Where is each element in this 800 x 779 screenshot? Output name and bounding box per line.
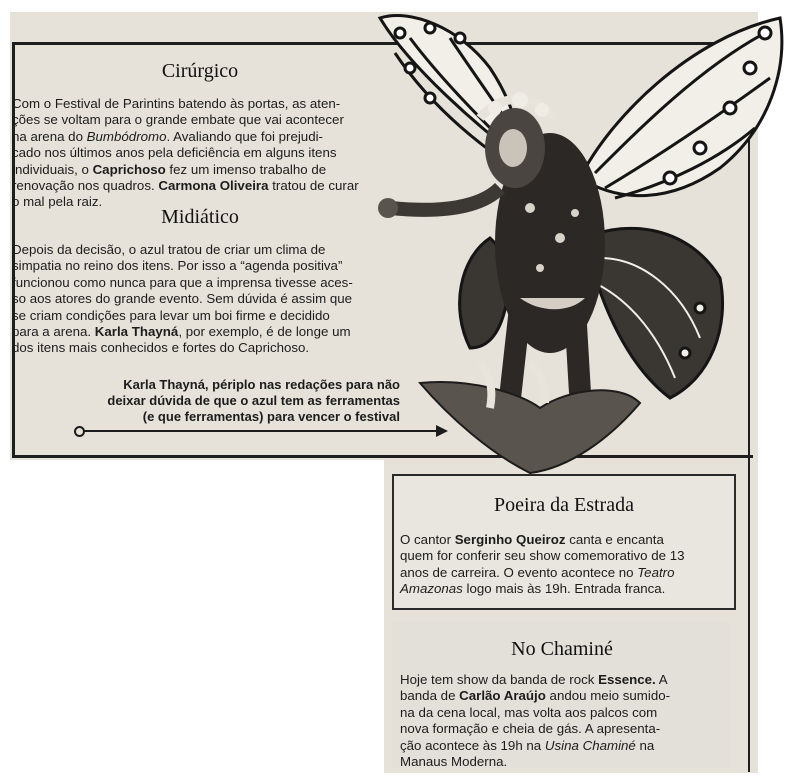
- text-span: andou meio sumido-: [545, 688, 671, 704]
- text-span: canta e encanta: [565, 532, 664, 547]
- text-italic: Teatro: [637, 564, 675, 580]
- text-span: ção acontece às 19h na: [400, 737, 545, 753]
- text-line: cado nos últimos anos pela deficiência em alguns itens: [12, 145, 337, 161]
- right-lower-wing: [585, 228, 723, 398]
- text-line: quem for conferir seu show comemorativo de 13: [400, 548, 685, 564]
- heading-cirurgico: Cirúrgico: [161, 60, 239, 82]
- text-line: se criam condições para levar um boi firme e decidido: [12, 307, 330, 323]
- paragraph-poeira: [400, 532, 730, 598]
- text-line: na da cena local, mas volta aos palcos com: [400, 704, 658, 720]
- text-line: nova formação e cheia de gás. A apresenta-: [400, 721, 661, 737]
- text-bold: Karla Thayná: [94, 324, 179, 340]
- swan-base: [420, 363, 640, 473]
- text-bold: Carmona Oliveira: [158, 178, 269, 194]
- text-line: [400, 565, 730, 581]
- text-line: o mal pela raiz.: [12, 194, 103, 210]
- text-line: [12, 178, 392, 194]
- text-span: O cantor: [400, 532, 455, 547]
- text-span: , por exemplo, é de longe um: [178, 324, 351, 340]
- text-line: [400, 581, 730, 597]
- text-span: A: [655, 672, 668, 687]
- text-line: Manaus Moderna.: [400, 754, 508, 770]
- text-line: [12, 129, 392, 145]
- heading-chamine: No Chaminé: [511, 638, 613, 660]
- butterfly-costume-photo: [370, 8, 790, 478]
- caption-arrow-dot: [74, 426, 85, 437]
- text-line: Com o Festival de Parintins batendo às portas, as aten-: [12, 96, 341, 111]
- caption-line: Karla Thayná, périplo nas redações para não: [123, 377, 400, 392]
- text-span: banda de: [400, 688, 460, 704]
- text-line: dos itens mais conhecidos e fortes do Caprichoso.: [12, 340, 310, 356]
- paragraph-midiatico: [12, 242, 392, 357]
- text-bold: Caprichoso: [92, 161, 166, 177]
- text-line: so aos atores do grande evento. Sem dúvida é assim que: [12, 291, 353, 307]
- text-span: tratou de curar: [268, 178, 359, 194]
- photo-caption: [70, 377, 400, 425]
- text-span: individuais, o: [12, 161, 93, 177]
- text-line: [400, 672, 730, 688]
- text-span: logo mais às 19h. Entrada franca.: [462, 581, 666, 597]
- text-italic: Usina Chaminé: [544, 737, 636, 753]
- heading-midiatico: Midiático: [161, 206, 239, 228]
- text-line: ções se voltam para o grande embate que vai acontecer: [12, 112, 344, 128]
- paragraph-cirurgico: [12, 96, 392, 211]
- heading-poeira: Poeira da Estrada: [494, 494, 634, 516]
- text-line: [12, 162, 392, 178]
- text-span: anos de carreira. O evento acontece no: [400, 564, 638, 580]
- text-span: . Avaliando que foi prejudi-: [166, 128, 323, 144]
- text-line: [400, 532, 730, 548]
- text-span: fez um imenso trabalho de: [165, 161, 327, 177]
- text-span: na: [635, 737, 655, 753]
- text-line: Depois da decisão, o azul tratou de criar um clima de: [12, 242, 326, 257]
- text-span: na arena do: [12, 128, 87, 144]
- text-italic: Amazonas: [400, 581, 463, 597]
- text-line: funcionou como nunca para que a imprensa tivesse aces-: [12, 274, 353, 290]
- paragraph-chamine: [400, 672, 730, 770]
- text-span: renovação nos quadros.: [12, 178, 159, 194]
- text-bold: Serginho Queiroz: [454, 532, 566, 547]
- right-upper-wing: [580, 18, 782, 198]
- text-line: simpatia no reino dos itens. Por isso a “agenda positiva”: [12, 258, 343, 274]
- caption-line: (e que ferramentas) para vencer o festival: [142, 409, 400, 424]
- caption-line: deixar dúvida de que o azul tem as ferramentas: [107, 393, 400, 408]
- text-bold: Essence.: [598, 672, 656, 687]
- text-span: para a arena.: [12, 324, 95, 340]
- text-line: [12, 324, 392, 340]
- text-line: [400, 738, 730, 754]
- text-bold: Carlão Araújo: [459, 688, 546, 704]
- text-span: Hoje tem show da banda de rock: [400, 672, 599, 687]
- text-italic: Bumbódromo: [86, 128, 167, 144]
- text-line: [400, 688, 730, 704]
